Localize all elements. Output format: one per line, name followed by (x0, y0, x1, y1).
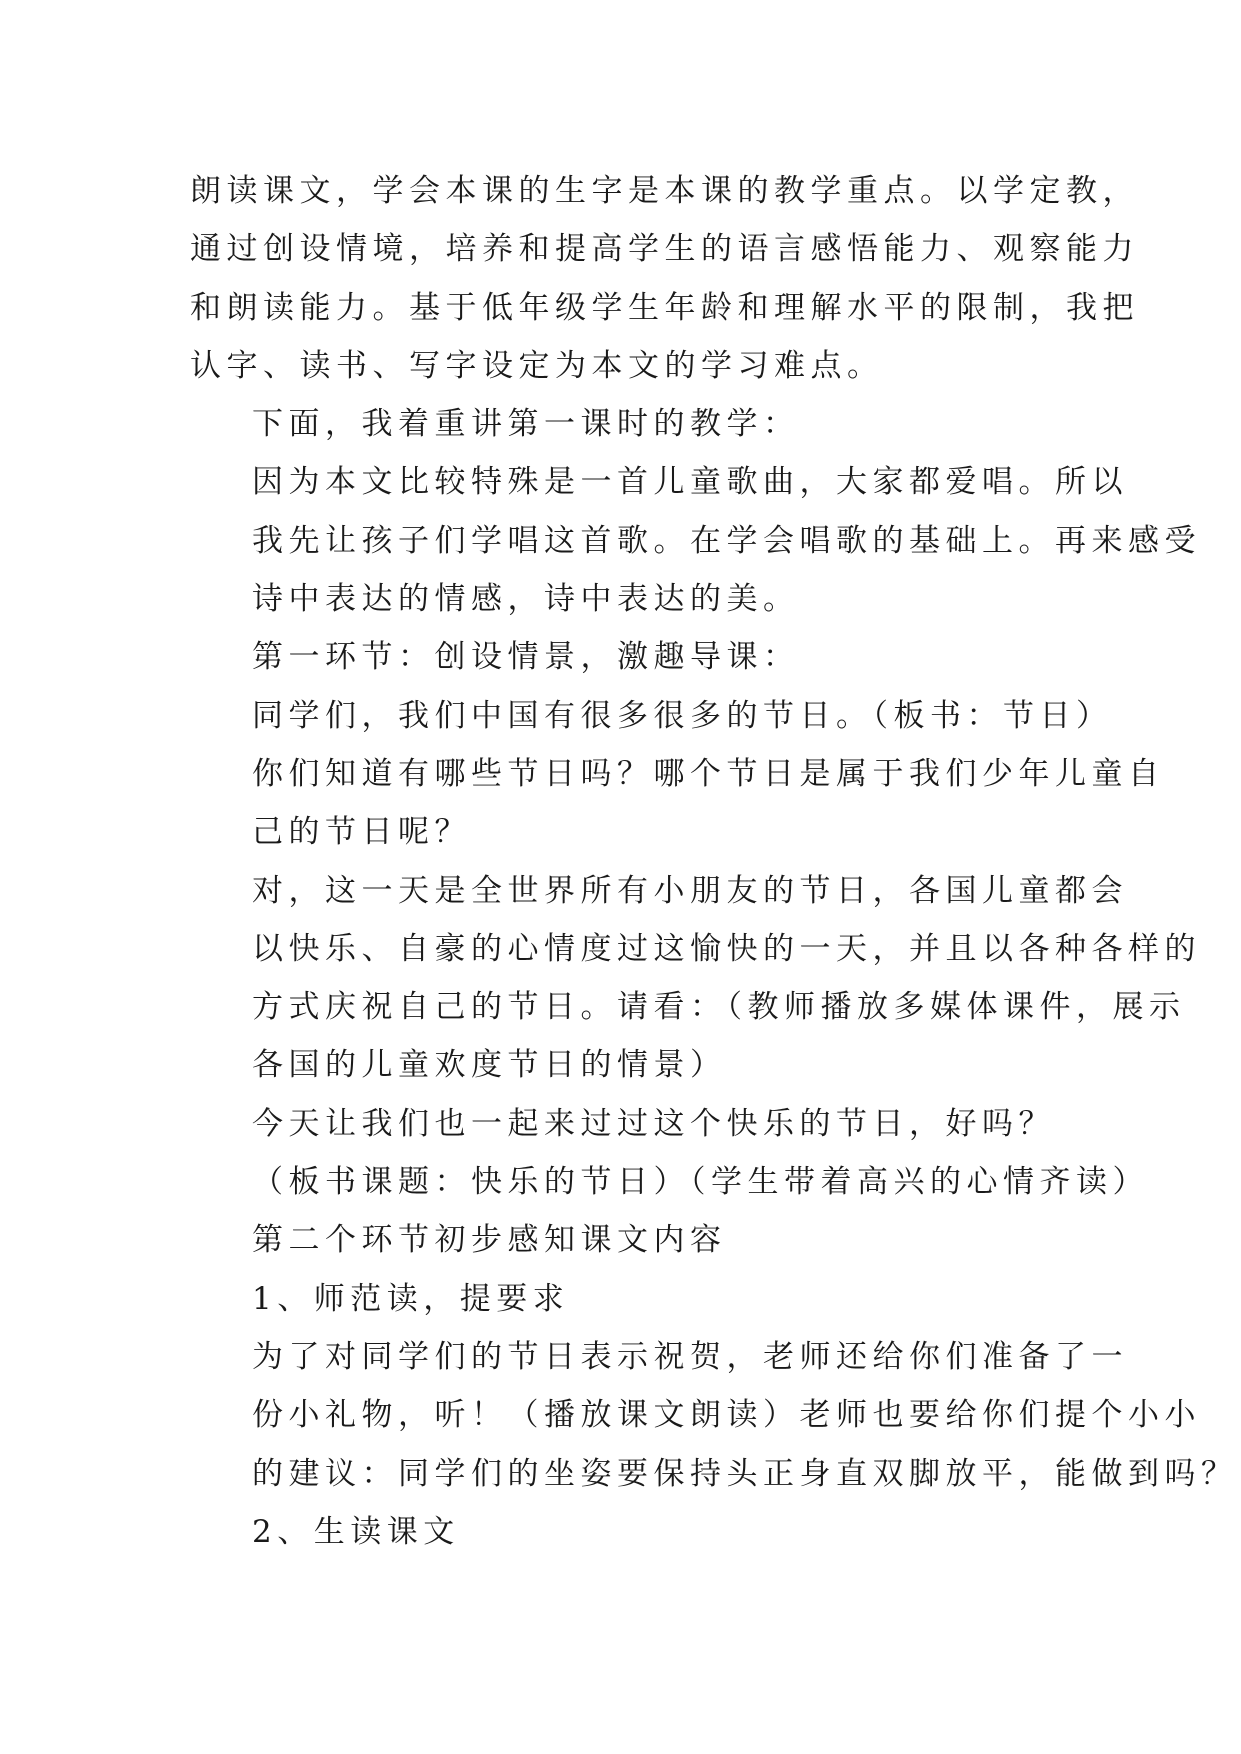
paragraph (190, 1153, 1149, 1211)
text-line: 同学们，我们中国有很多很多的节日。（板书：节日） (252, 697, 1113, 734)
text-line: 通过创设情境，培养和提高学生的语言感悟能力、观察能力 (190, 231, 1139, 268)
text-line: 我先让孩子们学唱这首歌。在学会唱歌的基础上。再来感受 (252, 522, 1201, 559)
text-line: 认字、读书、写字设定为本文的学习难点。 (190, 347, 884, 384)
paragraph (190, 1503, 1075, 1561)
text-line: 你们知道有哪些节日吗？哪个节日是属于我们少年儿童自 (252, 755, 1165, 792)
text-line: 为了对同学们的节日表示祝贺，老师还给你们准备了一 (252, 1338, 1128, 1375)
paragraph (190, 1270, 1075, 1328)
paragraph (190, 453, 1201, 628)
text-line: 以快乐、自豪的心情度过这愉快的一天，并且以各种各样的 (252, 930, 1201, 967)
document-body (190, 162, 1238, 1561)
text-line: 第一环节：创设情景，激趣导课： (252, 639, 800, 676)
paragraph (190, 1095, 1075, 1153)
text-line: 对，这一天是全世界所有小朋友的节日，各国儿童都会 (252, 872, 1128, 909)
text-line: 各国的儿童欢度节日的情景） (252, 1047, 727, 1084)
text-line: 和朗读能力。基于低年级学生年龄和理解水平的限制，我把 (190, 289, 1139, 326)
text-line: 第二个环节初步感知课文内容 (252, 1222, 727, 1259)
text-line: 下面，我着重讲第一课时的教学： (252, 406, 800, 443)
paragraph (190, 628, 1075, 686)
text-line: 朗读课文，学会本课的生字是本课的教学重点。以学定教， (190, 173, 1139, 209)
paragraph (190, 162, 1139, 395)
paragraph (190, 687, 1165, 862)
text-line: 诗中表达的情感，诗中表达的美。 (252, 581, 800, 618)
text-line: 方式庆祝自己的节日。请看：（教师播放多媒体课件，展示 (252, 989, 1186, 1026)
paragraph (190, 395, 1075, 453)
text-line: 的建议：同学们的坐姿要保持头正身直双脚放平，能做到吗？ (252, 1455, 1238, 1492)
text-line: 因为本文比较特殊是一首儿童歌曲，大家都爱唱。所以 (252, 464, 1128, 501)
paragraph (190, 862, 1201, 1095)
text-line: 今天让我们也一起来过过这个快乐的节日，好吗？ (252, 1105, 1055, 1142)
paragraph (190, 1211, 1075, 1269)
text-line: 2、生读课文 (252, 1513, 460, 1550)
text-line: 份小礼物，听！（播放课文朗读）老师也要给你们提个小小 (252, 1397, 1201, 1434)
text-line: 1、师范读，提要求 (252, 1280, 570, 1317)
paragraph (190, 1328, 1238, 1503)
text-line: 己的节日呢？ (252, 814, 471, 851)
text-line: （板书课题：快乐的节日）（学生带着高兴的心情齐读） (252, 1164, 1149, 1201)
